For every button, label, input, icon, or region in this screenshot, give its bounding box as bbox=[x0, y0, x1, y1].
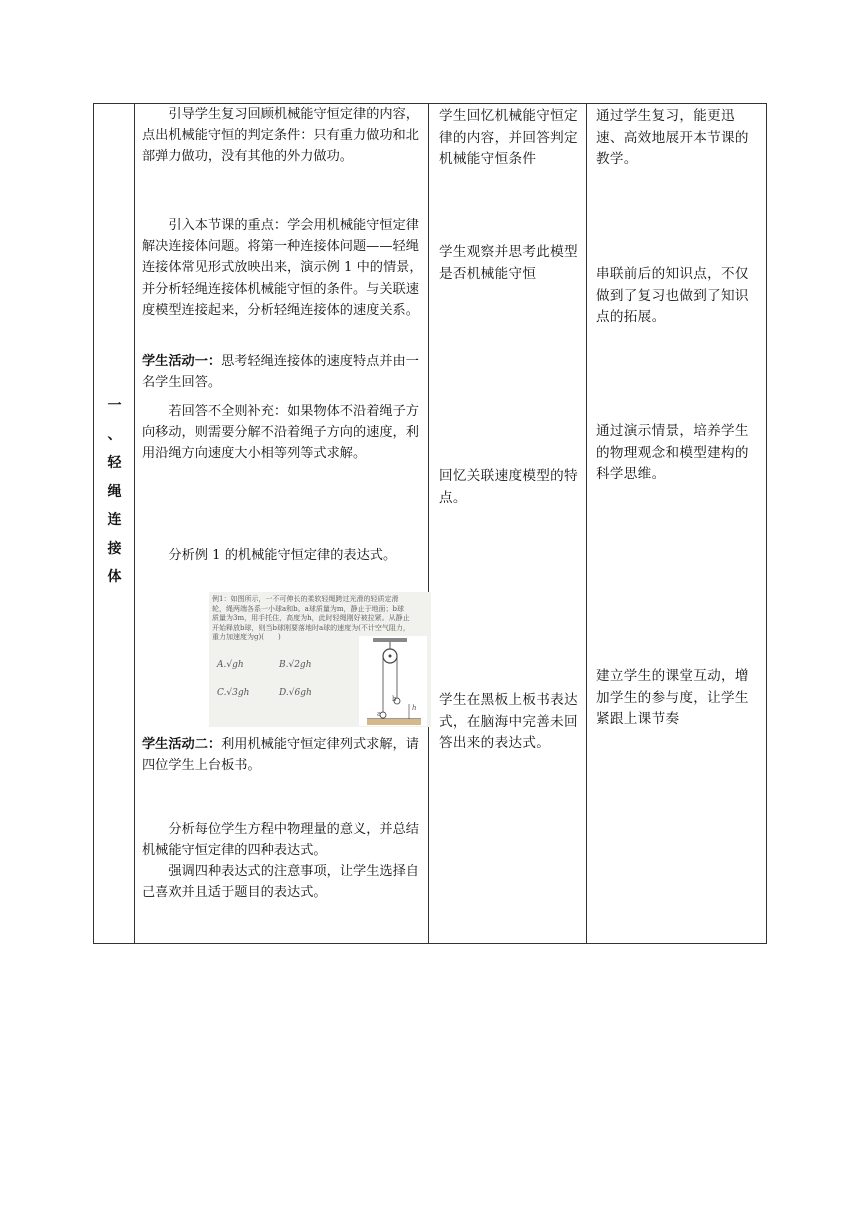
section-title-char: 体 bbox=[107, 569, 122, 585]
student-response: 学生观察并思考此模型是否机械能守恒 bbox=[439, 244, 578, 282]
option-b: B.√2gh bbox=[279, 660, 312, 670]
teacher-paragraph: 分析每位学生方程中物理量的意义，并总结机械能守恒定律的四种表达式。 bbox=[142, 822, 419, 859]
student-response: 回忆关联速度模型的特点。 bbox=[439, 468, 578, 506]
pulley-diagram bbox=[359, 636, 427, 726]
problem-text: 例1：如图所示，一不可伸长的柔软轻绳跨过光滑的轻质定滑轮，绳两端各系一小球a和b。a球质量为m，静止于地面；b球质量为3m，用手托住，高度为h，此时轻绳刚好被拉紧。从静止开始释放b球，则当b球刚要落地时a球的速度为(不计空气阻力，重力加速度为g)( ) bbox=[212, 595, 410, 642]
teacher-activity-column bbox=[135, 104, 429, 943]
design-intent: 通过演示情景，培养学生的物理观念和模型建构的科学思维。 bbox=[596, 423, 749, 482]
activity-label: 学生活动二： bbox=[142, 737, 222, 752]
student-response: 学生回忆机械能守恒定律的内容，并回答判定机械能守恒条件 bbox=[439, 108, 578, 167]
option-d: D.√6gh bbox=[279, 688, 312, 698]
height-label: h bbox=[412, 704, 417, 712]
teacher-paragraph: 若回答不全则补充：如果物体不沿着绳子方向移动，则需要分解不沿着绳子方向的速度，利用沿绳方向速度大小相等列等式求解。 bbox=[142, 404, 419, 462]
option-a: A.√gh bbox=[217, 660, 244, 670]
activity-text: 思考轻绳连接体的速度特点并由一名学生回答。 bbox=[142, 354, 419, 391]
teacher-paragraph: 分析例 1 的机械能守恒定律的表达式。 bbox=[168, 548, 397, 563]
section-title bbox=[94, 392, 135, 592]
student-activity-2 bbox=[142, 734, 423, 776]
section-title-char: 绳 bbox=[107, 483, 122, 500]
lesson-plan-table bbox=[93, 103, 767, 944]
student-activity-1 bbox=[142, 351, 423, 393]
design-intent: 建立学生的课堂互动，增加学生的参与度，让学生紧跟上课节奏 bbox=[596, 668, 749, 727]
section-title-char: 、 bbox=[107, 426, 122, 443]
option-c: C.√3gh bbox=[217, 688, 250, 698]
example-problem-image bbox=[209, 592, 431, 727]
activity-text: 利用机械能守恒定律列式求解，请四位学生上台板书。 bbox=[142, 737, 419, 774]
design-intent-column bbox=[587, 104, 768, 943]
activity-label: 学生活动一： bbox=[142, 354, 222, 369]
section-column bbox=[94, 104, 135, 943]
teacher-paragraph: 强调四种表达式的注意事项，让学生选择自己喜欢并且适于题目的表达式。 bbox=[142, 864, 419, 901]
teacher-paragraph: 引入本节课的重点：学会用机械能守恒定律解决连接体问题。将第一种连接体问题——轻绳连接体常见形式放映出来，演示例 1 中的情景，并分析轻绳连接体机械能守恒的条件。与关联速度模型连接起来，分析轻绳连接体的速度关系。 bbox=[142, 218, 423, 318]
section-title-char: 一 bbox=[107, 398, 122, 414]
student-activity-column bbox=[429, 104, 587, 943]
design-intent: 串联前后的知识点，不仅做到了复习也做到了知识点的拓展。 bbox=[596, 266, 749, 325]
section-title-char: 轻 bbox=[107, 455, 122, 471]
section-title-char: 接 bbox=[107, 540, 122, 557]
student-response: 学生在黑板上板书表达式，在脑海中完善未回答出来的表达式。 bbox=[439, 692, 578, 751]
ball-b-label: b bbox=[392, 695, 397, 703]
ball-a-label: a bbox=[377, 710, 382, 718]
section-title-char: 连 bbox=[107, 512, 122, 528]
design-intent: 通过学生复习，能更迅速、高效地展开本节课的教学。 bbox=[596, 108, 749, 167]
teacher-paragraph: 引导学生复习回顾机械能守恒定律的内容，点出机械能守恒的判定条件：只有重力做功和北部弹力做功，没有其他的外力做功。 bbox=[142, 107, 419, 165]
